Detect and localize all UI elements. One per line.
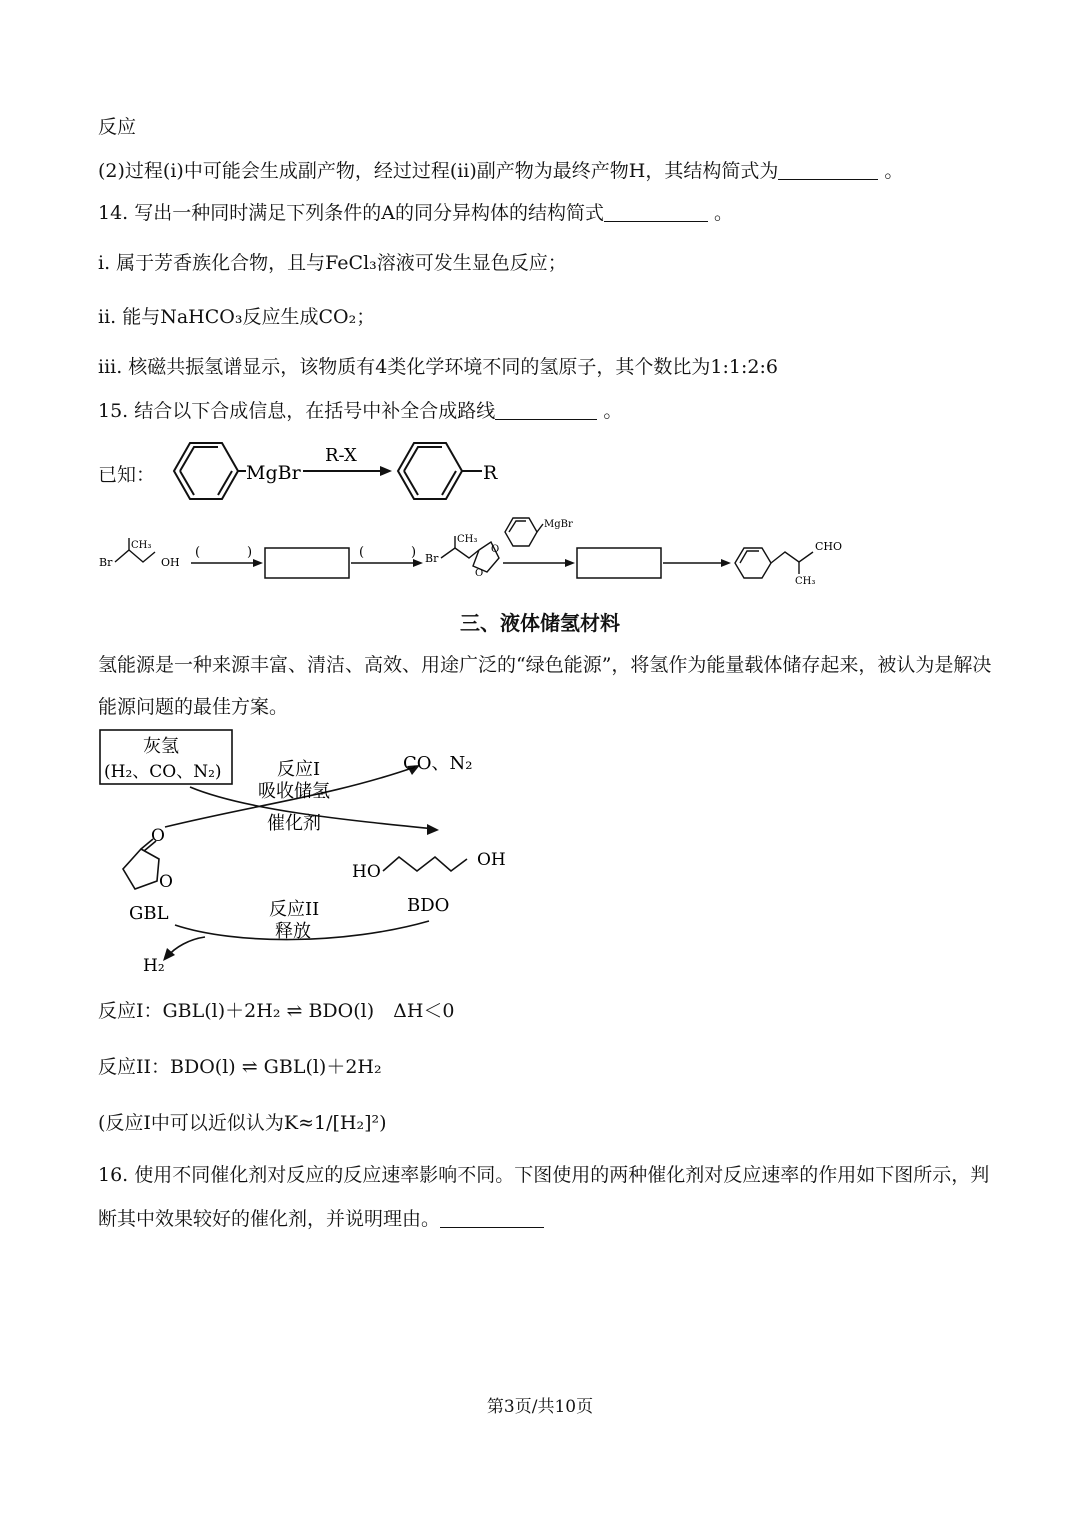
- synthesis-route: [95, 512, 865, 592]
- svg-text:): ): [247, 545, 253, 560]
- benzene-ring-1: [174, 443, 238, 499]
- svg-text:Br: Br: [425, 552, 439, 565]
- svg-text:): ): [411, 545, 417, 560]
- reaction-ii-label: 反应II: [269, 899, 320, 920]
- answer-blank[interactable]: [778, 161, 878, 180]
- q13-part2: (2)过程(i)中可能会生成副产物，经过过程(ii)副产物为最终产物H，其结构简式为 。: [98, 160, 904, 182]
- svg-text:O: O: [151, 826, 165, 846]
- svg-text:Br: Br: [99, 556, 113, 569]
- starting-material: [99, 538, 180, 569]
- final-product: [735, 548, 813, 578]
- svg-text:MgBr: MgBr: [544, 519, 573, 530]
- q14-condition-ii: ii. 能与NaHCO₃反应生成CO₂；: [98, 306, 376, 328]
- q15-stem: 15. 结合以下合成信息，在括号中补全合成路线 。: [98, 400, 623, 422]
- svg-text:O: O: [475, 568, 484, 579]
- phenyl-mgbr-reagent: [505, 518, 543, 546]
- answer-box-2[interactable]: [577, 548, 661, 578]
- answer-box-1[interactable]: [265, 548, 349, 578]
- known-reaction-scheme: [150, 435, 510, 507]
- answer-blank[interactable]: [440, 1209, 544, 1228]
- reaction-ii-equation: 反应II：BDO(l) ⇌ GBL(l)＋2H₂: [98, 1056, 382, 1078]
- benzene-ring-2: [398, 443, 462, 499]
- acetal-intermediate: [425, 534, 499, 579]
- q14-stem: 14. 写出一种同时满足下列条件的A的同分异构体的结构简式 。: [98, 202, 734, 224]
- rx-label: R-X: [325, 445, 357, 466]
- reaction-i-label: 反应I: [277, 759, 321, 780]
- svg-text:CHO: CHO: [815, 540, 843, 553]
- h2-label: H₂: [143, 956, 165, 976]
- q13-continuation: 反应: [98, 116, 137, 138]
- intro-line-2: 能源问题的最佳方案。: [98, 696, 289, 718]
- svg-text:CH₃: CH₃: [131, 540, 152, 551]
- hydrogen-storage-cycle-diagram: [95, 725, 535, 985]
- svg-text:HO: HO: [352, 862, 381, 882]
- co-n2-label: CO、N₂: [403, 753, 473, 774]
- mgbr-label: MgBr: [246, 462, 301, 484]
- page-footer: 第3页/共10页: [486, 1397, 594, 1417]
- intro-line-1: 氢能源是一种来源丰富、清洁、高效、用途广泛的“绿色能源”，将氢作为能量载体储存起来，被认为是解决: [98, 654, 992, 676]
- reaction-arrow: [303, 466, 392, 476]
- bdo-chain: [383, 857, 467, 871]
- answer-blank[interactable]: [604, 203, 708, 222]
- svg-text:OH: OH: [161, 556, 180, 569]
- known-label: 已知：: [98, 464, 156, 486]
- svg-text:(: (: [359, 545, 365, 560]
- svg-text:CH₃: CH₃: [457, 534, 478, 545]
- reaction-ii-desc: 释放: [275, 921, 311, 942]
- svg-text:OH: OH: [477, 850, 506, 870]
- q16-line-2: 断其中效果较好的催化剂，并说明理由。: [98, 1204, 544, 1231]
- gbl-structure: [123, 839, 159, 889]
- equilibrium-note: (反应I中可以近似认为K≈1/[H₂]²): [98, 1112, 387, 1134]
- catalyst-label: 催化剂: [267, 813, 321, 834]
- gray-hydrogen-title: 灰氢: [143, 736, 179, 757]
- gray-hydrogen-composition: (H₂、CO、N₂): [104, 762, 222, 782]
- svg-text:O: O: [159, 872, 173, 892]
- q16-line-1: 16. 使用不同催化剂对反应的反应速率影响不同。下图使用的两种催化剂对反应速率的作用如下图所示，判: [98, 1164, 990, 1186]
- answer-blank[interactable]: [495, 401, 597, 420]
- bdo-label: BDO: [407, 895, 450, 916]
- gbl-label: GBL: [129, 903, 169, 924]
- svg-text:O: O: [491, 544, 500, 555]
- reaction-i-desc: 吸收储氢: [258, 781, 330, 802]
- svg-text:CH₃: CH₃: [795, 576, 816, 587]
- q14-condition-i: i. 属于芳香族化合物，且与FeCl₃溶液可发生显色反应；: [98, 252, 567, 274]
- section-title: 三、液体储氢材料: [460, 611, 620, 635]
- r-label: R: [483, 462, 498, 484]
- q14-condition-iii: iii. 核磁共振氢谱显示，该物质有4类化学环境不同的氢原子，其个数比为1:1:2:6: [98, 356, 778, 378]
- reaction-i-equation: 反应I：GBL(l)＋2H₂ ⇌ BDO(l) ΔH＜0: [98, 1000, 455, 1022]
- svg-text:(: (: [195, 545, 201, 560]
